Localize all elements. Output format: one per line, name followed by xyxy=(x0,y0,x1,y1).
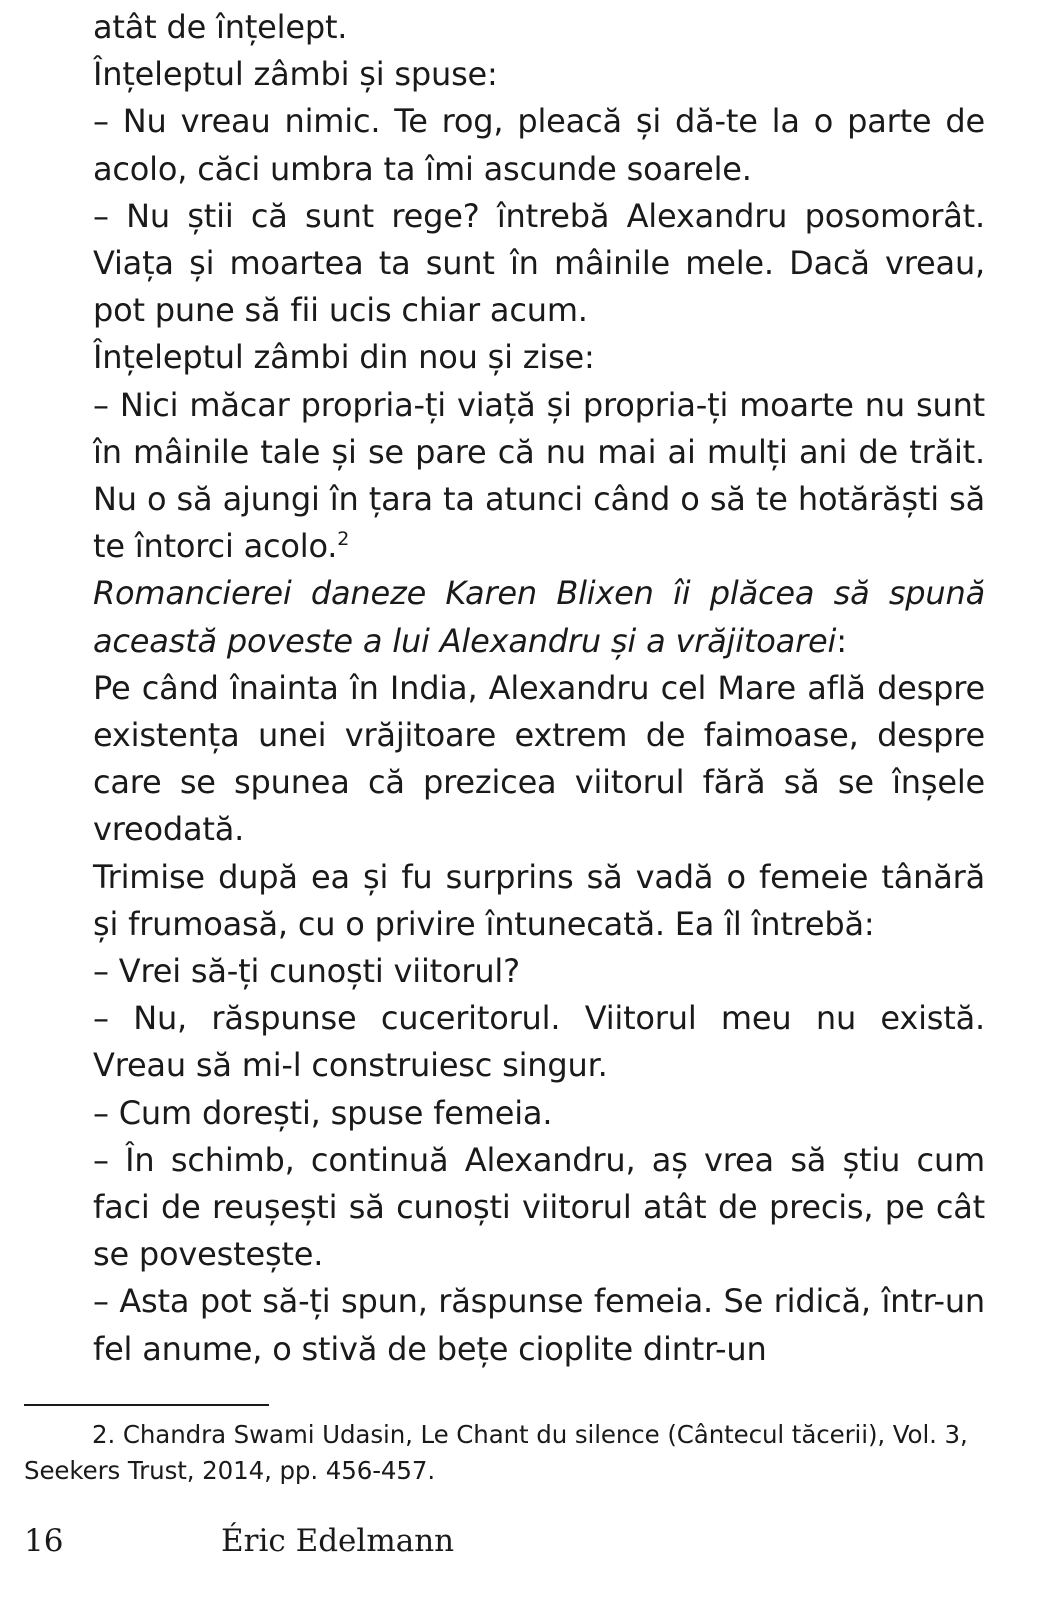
paragraph: Înțeleptul zâmbi și spuse: xyxy=(93,55,498,94)
footnote: 2. Chandra Swami Udasin, Le Chant du silence (Cântecul tăcerii), Vol. 3, Seekers Trust, 2014, pp. 456-457. xyxy=(24,1420,968,1485)
footnote-reference: 2 xyxy=(337,528,350,551)
footnote-divider xyxy=(24,1404,269,1406)
page-number: 16 xyxy=(24,1523,64,1559)
paragraph: – Nu, răspunse cuceritorul. Viitorul meu nu există. Vreau să mi-l construiesc singur. xyxy=(93,999,985,1085)
paragraph: – Nu știi că sunt rege? întrebă Alexandru posomorât. Viața și moartea ta sunt în mâinile mele. Dacă vreau, pot pune să fii ucis chiar acum. xyxy=(93,196,985,330)
italic-intro-paragraph xyxy=(93,570,985,664)
paragraph: – Asta pot să-ți spun, răspunse femeia. Se ridică, într-un fel anume, o stivă de bețe cioplite dintr-un xyxy=(93,1282,985,1368)
paragraph-with-footnote-ref xyxy=(93,382,985,571)
paragraph: – Vrei să-ți cunoști viitorul? xyxy=(93,952,520,991)
italic-text: Romancierei daneze Karen Blixen îi plăcea să spună această poveste a lui Alexandru și a vrăjitoarei xyxy=(93,574,985,660)
paragraph-text: – Nici măcar propria-ți viață și propria-ți moarte nu sunt în mâinile tale și se pare că nu mai ai mulți ani de trăit. Nu o să ajungi în țara ta atunci când o să te hotărăști să te întorci acolo. xyxy=(93,385,985,566)
running-footer-author: Éric Edelmann xyxy=(221,1523,455,1559)
body-text xyxy=(93,4,985,1373)
paragraph: – În schimb, continuă Alexandru, aș vrea să știu cum faci de reușești să cunoști viitorul atât de precis, pe cât se povestește. xyxy=(93,1140,985,1274)
paragraph: – Cum dorești, spuse femeia. xyxy=(93,1093,553,1132)
paragraph: atât de înțelept. xyxy=(93,8,348,46)
paragraph: – Nu vreau nimic. Te rog, pleacă și dă-te la o parte de acolo, căci umbra ta îmi ascunde soarele. xyxy=(93,102,985,188)
paragraph: Pe când înainta în India, Alexandru cel Mare află despre existența unei vrăjitoare extrem de faimoase, despre care se spunea că prezicea viitorul fără să se înșele vreodată. xyxy=(93,668,985,849)
colon: : xyxy=(836,621,847,660)
paragraph: Trimise după ea și fu surprins să vadă o femeie tânără și frumoasă, cu o privire întunecată. Ea îl întrebă: xyxy=(93,857,985,943)
paragraph: Înțeleptul zâmbi din nou și zise: xyxy=(93,338,595,377)
